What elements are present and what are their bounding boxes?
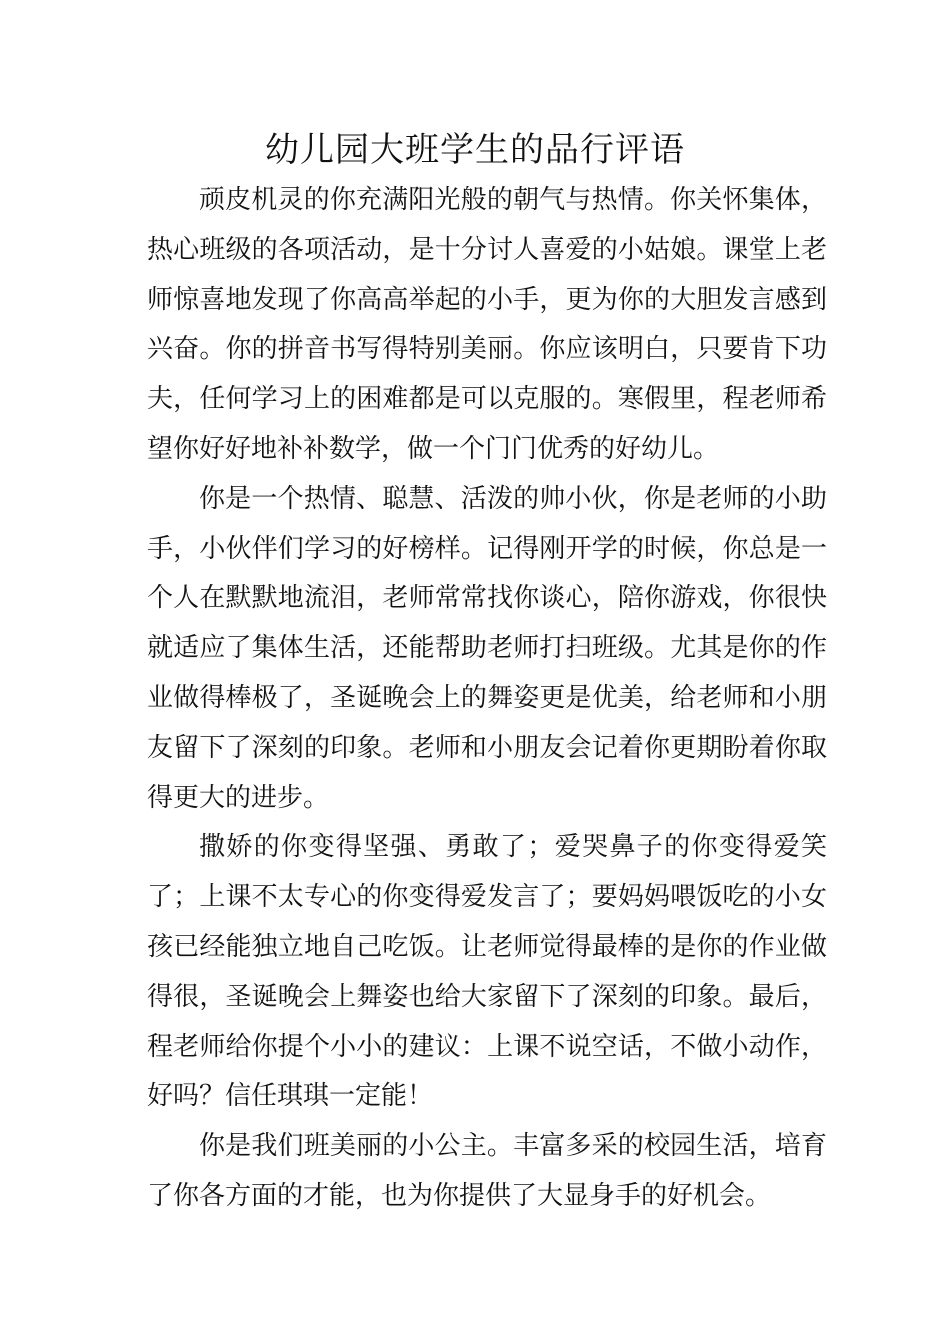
paragraph-4: 你是我们班美丽的小公主。丰富多采的校园生活，培育了你各方面的才能，也为你提供了大显身手的好机会。 xyxy=(147,1131,827,1211)
document-title: 幼儿园大班学生的品行评语 xyxy=(265,130,685,170)
paragraph-3: 撒娇的你变得坚强、勇敢了；爱哭鼻子的你变得爱笑了；上课不太专心的你变得爱发言了；要妈妈喂饭吃的小女孩已经能独立地自己吃饭。让老师觉得最棒的是你的作业做得很，圣诞晚会上舞姿也给大家留下了深刻的印象。最后，程老师给你提个小小的建议：上课不说空话，不做小动作，好吗？信任琪琪一定能！ xyxy=(147,832,827,1112)
paragraph-2: 你是一个热情、聪慧、活泼的帅小伙，你是老师的小助手，小伙伴们学习的好榜样。记得刚开学的时候，你总是一个人在默默地流泪，老师常常找你谈心，陪你游戏，你很快就适应了集体生活，还能帮助老师打扫班级。尤其是你的作业做得棒极了，圣诞晚会上的舞姿更是优美，给老师和小朋友留下了深刻的印象。老师和小朋友会记着你更期盼着你取得更大的进步。 xyxy=(147,483,827,813)
document-body xyxy=(147,176,827,1222)
paragraph-1: 顽皮机灵的你充满阳光般的朝气与热情。你关怀集体，热心班级的各项活动，是十分讨人喜爱的小姑娘。课堂上老师惊喜地发现了你高高举起的小手，更为你的大胆发言感到兴奋。你的拼音书写得特别美丽。你应该明白，只要肯下功夫，任何学习上的困难都是可以克服的。寒假里，程老师希望你好好地补补数学，做一个门门优秀的好幼儿。 xyxy=(147,185,827,464)
